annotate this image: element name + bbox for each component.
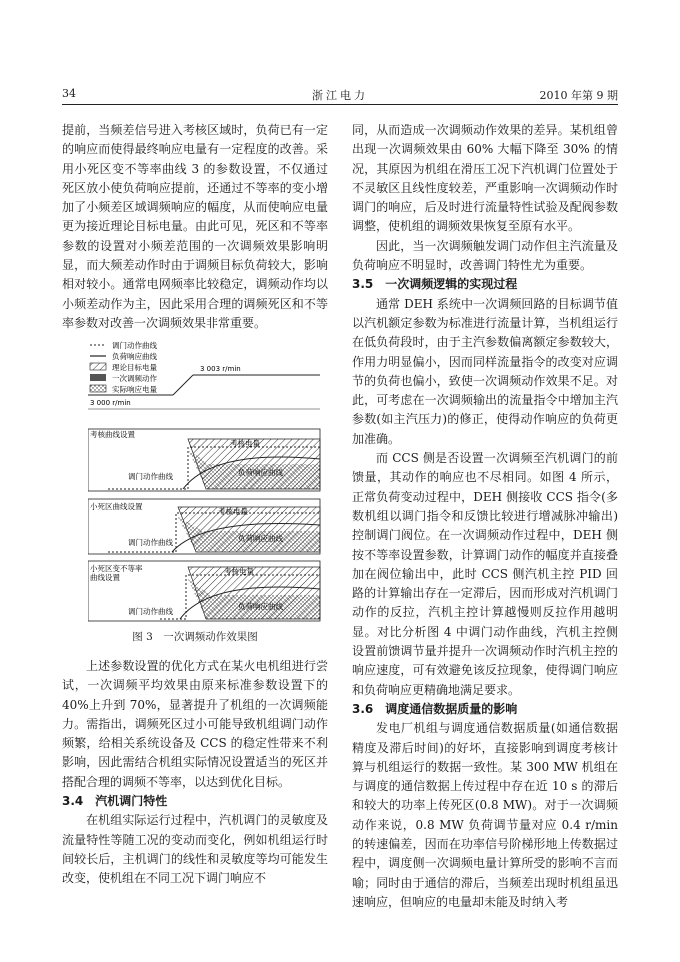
figure-3	[88, 339, 324, 639]
response-curve-label: 负荷响应曲线	[238, 468, 283, 477]
right-column	[352, 121, 618, 912]
section-heading: 3.4 汽机调门特性	[62, 794, 168, 809]
panel-small-deadband-variable-droop	[88, 561, 320, 621]
legend-item: 调门动作曲线	[112, 341, 157, 350]
body-paragraph: 发电厂机组与调度通信数据质量(如通信数据精度及滞后时间)的好坏，直接影响到调度考核计算与机组运行的数据一致性。某 300 MW 机组在与调度的通信数据上传过程中存在近 10 s 的滞后和较大的功率上传死区(0.8 MW)。对于一次调频动作来说，0.8 MW 负荷调节量对应 0.4 r/min 的转速偏差，因而在功率信号阶梯形地上传数据过程中，调度侧一次调频电量计算所受的影响不言而喻；同时由于通信的滞后，当频差出现时机组虽迅速响应，但响应的电量却未能及时纳入考	[352, 721, 618, 909]
panel-small-deadband	[88, 499, 320, 554]
body-paragraph: 同，从而造成一次调频动作效果的差异。某机组曾出现一次调频效果由 60% 大幅下降至 30% 的情况，其原因为机组在滑压工况下汽机调门位置处于不灵敏区且线性度较差，严重影响一次调频动作时调门的响应，后及时进行流量特性试验及配阀参数调整，使机组的调频效果恢复至原有水平。	[352, 123, 618, 234]
issue-label: 2010 年第 9 期	[539, 89, 618, 102]
page-number: 34	[62, 87, 76, 100]
legend-item: 实际响应电量	[112, 385, 157, 394]
valve-curve-label: 调门动作曲线	[128, 472, 173, 481]
body-paragraph: 在机组实际运行过程中，汽机调门的灵敏度及流量特性等随工况的变动而变化，例如机组运行时间较长后，主机调门的线性和灵敏度等均可能发生改变，使机组在不同工况下调门响应不	[62, 813, 328, 886]
panel-title: 小死区曲线设置	[90, 502, 143, 511]
valve-curve-label: 调门动作曲线	[128, 538, 173, 547]
valve-curve-label: 调门动作曲线	[128, 607, 173, 616]
target-energy-label: 考核电量	[230, 439, 260, 448]
panel-assessment-curve	[88, 429, 320, 491]
response-curve-label: 负荷响应曲线	[238, 534, 283, 543]
target-energy-label: 考核电量	[224, 567, 254, 576]
legend-actual-swatch	[90, 385, 106, 392]
panel-title: 考核曲线设置	[90, 430, 135, 439]
body-paragraph: 通常 DEH 系统中一次调频回路的目标调节值以汽机额定参数为标准进行流量计算，当机组运行在低负荷段时，由于主汽参数偏离额定参数较大，作用力明显偏小，因而同样流量指令的改变对应调节的负荷也偏小，致使一次调频动作效果不足。对此，可考虑在一次调频输出的流量指令中增加主汽参数(如主汽压力)的修正，使得动作响应的负荷更加准确。	[352, 296, 618, 446]
left-column-bottom	[62, 657, 328, 889]
journal-name: 浙江电力	[312, 89, 368, 102]
figure-legend	[90, 340, 157, 394]
running-header	[62, 87, 618, 103]
body-paragraph: 因此，当一次调频触发调门动作但主汽流量及负荷响应不明显时，改善调门特性尤为重要。	[352, 238, 618, 273]
freq-high-label: 3 003 r/min	[200, 365, 241, 373]
header-rule	[62, 104, 618, 105]
target-energy-label: 考核电量	[218, 507, 248, 516]
legend-item: 负荷响应曲线	[112, 352, 157, 361]
legend-item: 理论目标电量	[112, 363, 157, 372]
figure-caption: 图 3 一次调频动作效果图	[132, 631, 258, 643]
legend-target-swatch	[90, 363, 106, 370]
panel-title: 小死区变不等率 曲线设置	[90, 564, 143, 582]
section-heading: 3.6 调度通信数据质量的影响	[352, 701, 518, 716]
body-paragraph: 提前，当频差信号进入考核区域时，负荷已有一定的响应而使得最终响应电量有一定程度的改善。采用小死区变不等率曲线 3 的参数设置，不仅通过死区放小使负荷响应提前，还通过不等率的变小增加了小频差区域调频响应的幅度，从而使响应电量更为接近理论目标电量。由此可见，死区和不等率参数的设置对小频差范围的一次调频效果影响明显，而大频差动作时由于调频目标负荷较大，影响相对较小。通常电网频率比较稳定，调频动作均以小频差动作为主，因此采用合理的调频死区和不等率参数对改善一次调频效果非常重要。	[62, 123, 328, 330]
freq-base-label: 3 000 r/min	[90, 399, 131, 407]
legend-action-swatch	[90, 374, 106, 381]
section-heading: 3.5 一次调频逻辑的实现过程	[352, 277, 518, 292]
body-paragraph: 而 CCS 侧是否设置一次调频至汽机调门的前馈量，其动作的响应也不尽相同。如图 4 所示，正常负荷变动过程中，DEH 侧接收 CCS 指令(多数机组以调门指令和反馈比较进行增减脉冲输出)控制调门阀位。在一次调频动作过程中，DEH 侧按不等率设置参数，计算调门动作的幅度并直接叠加在阀位输出中，此时 CCS 侧汽机主控 PID 回路的计算输出存在一定滞后，因而形成对汽机调门动作的反拉，汽机主控计算越慢则反拉作用越明显。对比分析图 4 中调门动作曲线，汽机主控侧设置前馈调节量并提升一次调频动作时汽机主控的响应速度，可有效避免该反拉现象，使得调门响应和负荷响应更精确地满足要求。	[352, 451, 618, 697]
body-paragraph: 上述参数设置的优化方式在某火电机组进行尝试，一次调频平均效果由原来标准参数设置下的 40%上升到 70%，显著提升了机组的一次调频能力。需指出，调频死区过小可能导致机组调门动作频繁，给相关系统设备及 CCS 的稳定性带来不利影响，因此需结合机组实际情况设置适当的死区并搭配合理的调频不等率，以达到优化目标。	[62, 659, 328, 789]
left-column-top	[62, 121, 328, 333]
legend-item: 一次调频动作	[112, 374, 157, 383]
response-curve-label: 负荷响应曲线	[238, 602, 283, 611]
